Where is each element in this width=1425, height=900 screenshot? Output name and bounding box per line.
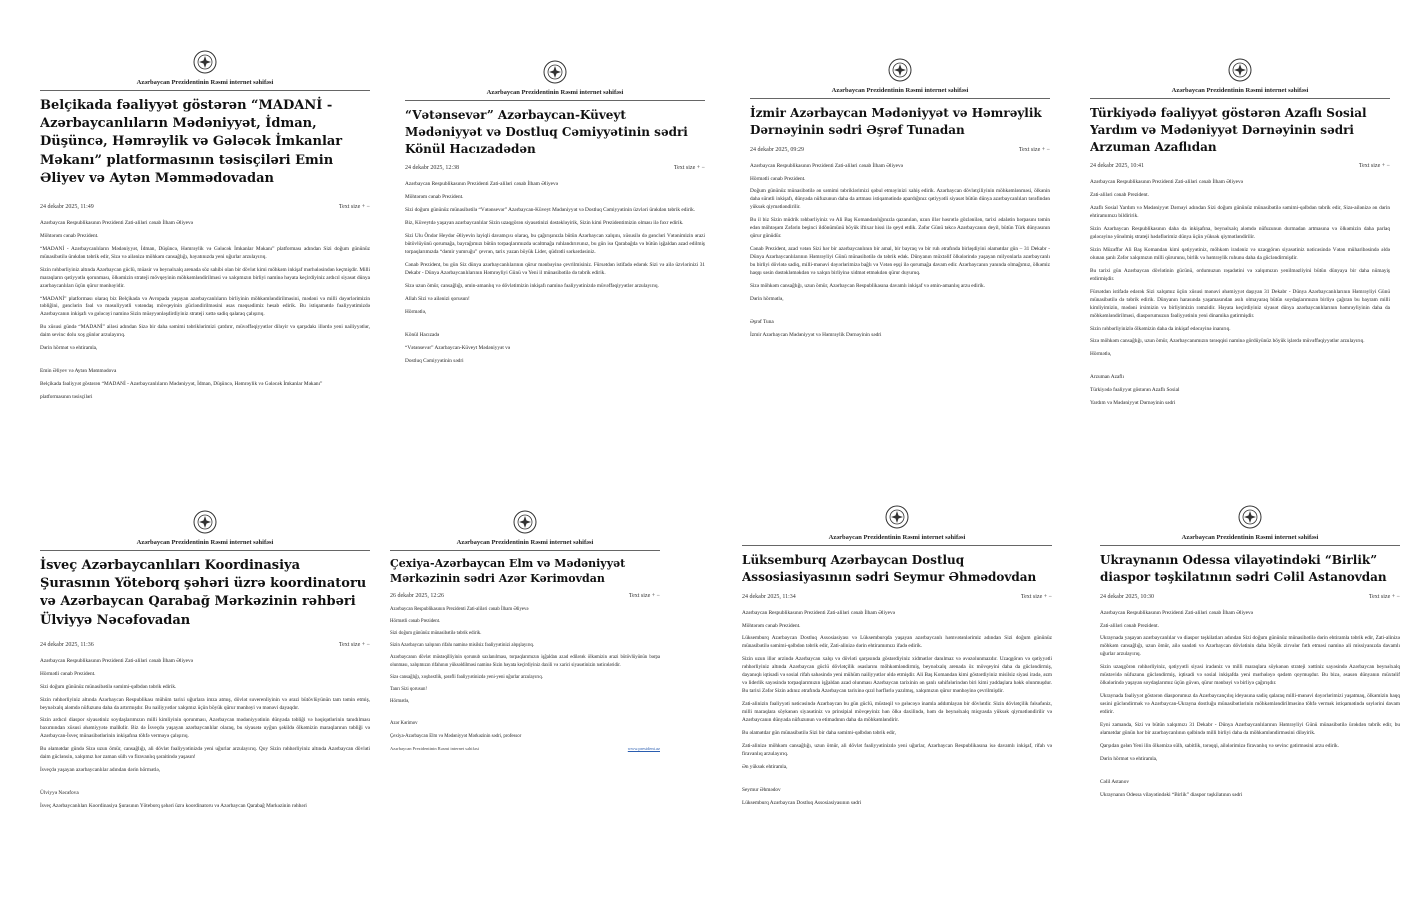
paragraph: Azərbaycan Respublikasının Prezidenti Zati-aliləri cənab İlham Əliyevə [1090,179,1243,186]
paragraph: Hörmətli cənab Prezident. [750,175,806,182]
letter-body [405,181,705,365]
spacer [742,777,1052,787]
header-divider [405,100,705,101]
letter-body [1100,610,1400,800]
meta-row [40,204,370,210]
paragraph: Bu xüsusi gündə “MADANİ” ailəsi adından Sizə bir daha səmimi təbriklərimizi çatdırır, müvəffəqiyyətlər diləyir və qarşıdakı illərdə yeni nailiyyətlər, daim sevinc dolu xoş günlər arzulayırıq. [40,324,370,339]
paragraph: Sizin rəhbərliyiniz altında Azərbaycan Respublikası mühüm tarixi uğurlara imza atmış, dövlət suverenliyinin və ərazi bütövlüyünün tam təmin etmiş, beynəlxalq aləmdə nüfuzunu daha da artırmışdır. Bu nailiyyətlər xalqımız üçün böyük qürur mənbəyi və mənəvi dayaqdır. [40,696,370,711]
signature-title: Türkiyədə fəaliyyət göstərən Azaflı Sosial [1090,387,1180,394]
paragraph: Möhtərəm cənab Prezident. [40,232,99,239]
state-emblem-icon [1228,58,1252,82]
date: 24 dekabr 2025, 12:38 [405,165,459,172]
paragraph: Dərin hörmət və ehtiramla, [40,345,98,352]
paragraph: Hörmətli cənab Prezident. [390,618,441,624]
site-header [405,60,705,96]
signature-name: Əşrəf Tuna [750,318,774,325]
paragraph: Sizə uzun ömür, cansağlığı, əmin-amanlıq və dövlətimizin inkişafı naminə fəaliyyətinizdə müvəffəqiyyətlər arzulayırıq. [405,282,659,289]
date: 24 dekabr 2025, 11:36 [40,641,94,648]
document-page [1100,505,1400,895]
letter-body [742,610,1052,808]
paragraph: Doğum gününüz münasibətilə ən səmimi təbriklərimizi qəbul etməyinizi xahiş edirik. Azərbaycan dövlətçiliyinin möhkəmlənməsi, ölkənin daha sürətli inkişafı, dünyada nüfuzunun daha da artması istiqamətində apardığınız qətiyyətli siyasət bütün dünya azərbaycanlıları tərəfindən yüksək qiymətləndirilir. [750,188,1050,211]
date: 24 dekabr 2025, 11:34 [742,593,796,600]
document-title: Türkiyədə fəaliyyət göstərən Azaflı Sosial Yardım və Mədəniyyət Dərnəyinin sədri Arzuman Azaflıdan [1090,106,1367,154]
document-page [40,510,370,895]
state-emblem-icon [888,58,912,82]
paragraph: Azərbaycan Respublikasının Prezidenti Zati-aliləri cənab İlham Əliyevə [40,219,193,226]
paragraph: Biz, Küveytdə yaşayan azərbaycanlılar Sizin uzaqgörən siyasətinizi dəstəkləyirik, Sizin kimi Prezidentimizin olması ilə fəxr edirik. [405,220,684,227]
paragraph: Azərbaycan Respublikasının Prezidenti Zati-aliləri cənab İlham Əliyevə [405,181,558,188]
signature-title: Ukraynanın Odessa vilayətindəki “Birlik” diaspor təşkilatının sədri [1100,791,1243,798]
state-emblem-icon [543,60,567,84]
site-name: Azərbaycan Prezidentinin Rəsmi internet səhifəsi [456,539,594,546]
paragraph: Ukraynada yaşayan azərbaycanlılar və diaspor təşkilatları adından Sizi doğum gününüz münasibətilə dərin ehtiramla təbrik edir, Zati-alinizə möhkəm cansağlığı, uzun ömür, ailə səadəti və Azərbaycan dövlətinin daha böyük zirvələr fəth etməsi naminə ali missiyanızda davamlı uğurlar arzulayırıq. [1100,635,1400,658]
paragraph: Sizə cansağlığı, xoşbəxtlik, şərəfli fəaliyyətinizdə yeni-yeni uğurlar arzulayırıq. [390,674,543,680]
meta-row [1100,594,1400,600]
spacer [40,780,370,790]
paragraph: Möhtərəm cənab Prezident. [405,194,464,201]
state-emblem-icon [193,510,217,534]
paragraph: Möhtərəm cənab Prezident. [742,622,801,629]
paragraph: Sizin ardıcıl diaspor siyasətiniz soydaşlarımızın milli kimliyinin qorunması, Azərbaycan mədəniyyətinin dünyada təbliği və həqiqətlərinin tanıdılması baxımından xüsusi əhəmiyyətə malikdir. Biz də İsveçdə yaşayan azərbaycanlılar olaraq, bu siyasətə uyğun şəkildə ölkəmizin maraqlarının təbliği və Azərbaycan-İsveç münasibətlərinin inkişafına töhfə verməyə çalışırıq. [40,717,370,740]
signature-title: Belçikada fəaliyyət göstərən “MADANİ - Azərbaycanlıların Mədəniyyət, İdman, Düşüncə, Həmrəylik və Gələcək İmkanlar Məkanı” [40,381,323,388]
paragraph: Zati-alinizə möhkəm cansağlığı, uzun ömür, ali dövlət fəaliyyətinizdə yeni uğurlar, Azərbaycan Respublikasına isə davamlı inkişaf, rifah və firavanlıq arzulayırıq. [742,742,1052,757]
state-emblem-icon [885,505,909,529]
signature-name: Könül Hacızadə [405,331,440,338]
state-emblem-icon [1238,505,1262,529]
paragraph: Sizi doğum gününüz münasibətilə səmimi-qəlbdən təbrik edirik. [40,683,177,690]
text-size-control[interactable]: Text size + − [1358,163,1390,170]
paragraph: Zati-aliləri cənab Prezident. [1100,622,1159,629]
signature-title: platformasının təsisçiləri [40,394,93,400]
date: 26 dekabr 2025, 12:26 [390,592,444,599]
paragraph: Ən yüksək ehtiramla, [742,763,788,770]
footer-website-link[interactable]: www.president.az [627,745,660,751]
header-divider [40,550,370,551]
paragraph: Sizin Müzəffər Ali Baş Komandan kimi qətiyyətiniz, möhkəm iradəniz və uzaqgörən siyasətiniz nəticəsində Vətən müharibəsində əldə olunan şanlı Zəfər xalqımızın milli qürurunu, birlik və həmrəylik ruhunu daha da gücləndirmişdir. [1090,247,1390,261]
spacer [390,710,660,720]
document-page [750,58,1050,478]
paragraph: Fürsətdən istifadə edərək Sizi xalqımız üçün xüsusi mənəvi əhəmiyyət daşıyan 31 Dekabr - Dünya Azərbaycanlılarının Həmrəyliyi Günü münasibətilə də təbrik edirik. Dünyanın harasında yaşamasından asılı olmayaraq bütün soydaşlarımızın birliyə çağıran bu bayram milli kimliyimizin, mədəni irsimizin və birliyimizin rəmzidir. Həyata keçirdiyiniz siyasət dünya azərbaycanlılarının həmrəyliyinin daha da möhkəmləndirilməsi, diasporumuzun fəaliyyətinin yeni dinamika gətirmişdir. [1090,288,1390,319]
site-name: Azərbaycan Prezidentinin Rəsmi internet səhifəsi [1181,534,1319,541]
header-divider [750,98,1050,99]
signature-title: Lüksemburq Azərbaycan Dostluq Assosiasiyasının sədri [742,799,862,806]
site-header [742,505,1052,541]
paragraph: İsveçdə yaşayan azərbaycanlılar adından dərin hörmətlə, [40,767,161,774]
paragraph: Bu il biz Sizin müdrik rəhbərliyiniz və Ali Baş Komandanlığınızla qazanılan, uzun illər həsrətlə gözlənilən, tarixi ədalətin bərpasını təmin edən möhtəşəm Zəfərin beşinci ildönümünü böyük iftixar hissi ilə qeyd etdik. Zəfər Günü təkcə Azərbaycanın deyil, bütün Türk dünyasının qürur günüdür. [750,217,1050,240]
footer-site-name: Azərbaycan Prezidentinin Rəsmi internet səhifəsi [390,745,479,751]
paragraph: Qarşıdan gələn Yeni ilin ölkəmizə sülh, sabitlik, tərəqqi, ailələrimizə firavanlıq və sevinc gətirməsini arzu edirik. [1100,742,1340,749]
site-name: Azərbaycan Prezidentinin Rəsmi internet səhifəsi [828,534,966,541]
document-page [390,510,660,815]
text-size-control[interactable]: Text size + − [673,165,705,172]
signature-name: Seymur Əhmədov [742,786,781,793]
paragraph: Dərin hörmət və ehtiramla, [1100,755,1158,762]
date: 24 dekabr 2025, 09:29 [750,146,804,153]
meta-row [742,594,1052,600]
paragraph: Lüksemburq Azərbaycan Dostluq Assosiasiyası və Lüksemburqda yaşayan azərbaycanlı həmvətənlərimiz adından Sizi doğum gününüz münasibətilə səmimi-qəlbdən təbrik edir, Zati-alinizə dərin ehtiramımızı ifadə edirik. [742,635,1052,650]
document-page [40,50,370,480]
meta-row [40,642,370,648]
spacer [1090,364,1390,374]
document-title: Lüksemburq Azərbaycan Dostluq Assosiasiyasının sədri Seymur Əhmədovdan [742,553,1037,584]
paragraph: Azərbaycan Respublikasının Prezidenti Zati-aliləri cənab İlham Əliyevə [1100,609,1253,616]
date: 24 dekabr 2025, 10:41 [1090,163,1144,170]
paragraph: Azərbaycan Respublikasının Prezidenti Zati-aliləri cənab İlham Əliyevə [750,162,903,169]
site-header [390,510,660,546]
document-title: “Vətənsevər” Azərbaycan-Küveyt Mədəniyyət və Dostluq Cəmiyyətinin sədri Könül Hacızadədən [405,108,688,156]
document-page [405,60,705,480]
letter-body [40,220,370,402]
header-divider [742,545,1052,546]
paragraph: Sizin uzaqgörən rəhbərliyiniz, qətiyyətli siyasi iradəniz və milli maraqlara söykənən strateji xəttiniz sayəsində Azərbaycan beynəlxalq müstəvidə nüfuzunu gücləndirmiş, iqtisadi və sosial inkişafda yeni mərhələyə qədəm qoymuşdur. Bu bizə, əsasən dünyanın müxtəlif ölkələrində yaşayan soydaşlarımız üçün güvən, qürur mənbəyi və birliyə çağırışdır. [1100,664,1400,687]
meta-row [750,147,1050,153]
signature-name: Cəlil Astanov [1100,778,1129,785]
site-header [40,50,370,86]
text-size-control[interactable]: Text size + − [1018,146,1050,153]
signature-title: Yardım və Mədəniyyət Dərnəyinin sədri [1090,400,1176,407]
paragraph: Azərbaycan Respublikasının Prezidenti Zati-aliləri cənab İlham Əliyevə [390,606,529,612]
text-size-control[interactable]: Text size + − [338,203,370,210]
paragraph: Ukraynada fəaliyyət göstərən diasporumuz da Azərbaycançılıq ideyasına sadiq qalaraq milli-mənəvi dəyərlərimizi yaşatmaq, ölkəmizin haqq səsini gücləndirmək və Azərbaycan-Ukrayna dostluğu münasibətlərinin möhkəmləndirilməsinə töhfə vermək istiqamətində səylərini davam etdirir. [1100,693,1400,715]
site-name: Azərbaycan Prezidentinin Rəsmi internet səhifəsi [831,87,969,94]
header-divider [390,550,660,551]
letter-body [390,606,660,740]
paragraph: Hörmətli cənab Prezident. [40,670,96,677]
header-divider [1090,98,1390,99]
paragraph: Sizin rəhbərliyinizlə ölkəmizin daha da inkişaf edəcəyinə inanırıq. [1090,325,1231,332]
paragraph: Bu əlamətdar gün münasibətilə Sizi bir daha səmimi-qəlbdən təbrik edir, [742,729,896,736]
paragraph: Hörmətlə, [405,308,427,315]
paragraph: Zati-alinizin fəaliyyəti nəticəsində Azərbaycan bu gün güclü, müstəqil və gələcəyə inamla addımlayan bir dövlətdir. Sizin dövlətçilik fəlsəfəniz, milli maraqlara söykənən siyasətiniz və prinsipial mövqeyiniz hən ölkə daxilində, həm də beynəlxalq miqyasda yüksək qiymətləndirilir və Azərbaycanın dünyada nüfuzunun və etimadının daha da möhkəmləndirir. [742,701,1052,723]
site-header [1100,505,1400,541]
paragraph: Azərbaycan Respublikasının Prezidenti Zati-aliləri cənab İlham Əliyevə [40,657,193,664]
document-title: Çexiya-Azərbaycan Elm və Mədəniyyət Mərkəzinin sədri Azər Kərimovdan [390,557,626,585]
site-name: Azərbaycan Prezidentinin Rəsmi internet səhifəsi [486,89,624,96]
paragraph: Hörmətlə, [1090,351,1112,358]
signature-name: Emin Əliyev və Aytən Məmmədova [40,368,117,375]
signature-title: İsveç Azərbaycanlıları Koordinasiya Şurasının Yöteborq şəhəri üzrə koordinatoru və Azərbaycan Qarabağ Mərkəzinin rəhbəri [40,803,307,809]
site-name: Azərbaycan Prezidentinin Rəsmi internet səhifəsi [136,79,274,86]
signature-title: İzmir Azərbaycan Mədəniyyət və Həmrəylik Dərnəyinin sədri [750,331,882,338]
paragraph: Sizə möhkəm cansağlığı, uzun ömür, Azərbaycan Respublikasına davamlı inkişaf və əmin-amanlıq arzu edirik. [750,282,985,289]
letter-body [40,658,370,811]
site-header [40,510,370,546]
paragraph: Bu əlamətdar gündə Sizə uzun ömür, cansağlığı, ali dövlət fəaliyyətinizdə yeni uğurlar arzulayırıq. Qoy Sizin rəhbərliyiniz altında Azərbaycan dövləti daim güclənsin, xalqımız hər zaman sülh və firavanlıq şəraitində yaşasın! [40,746,370,761]
meta-row [1090,163,1390,169]
document-page [742,505,1052,895]
paragraph: Sizi doğum gününüz münasibətilə təbrik edirik. [390,631,482,637]
spacer [750,309,1050,319]
text-size-control[interactable]: Text size + − [338,641,370,648]
letter-body [1090,179,1390,408]
meta-row [390,593,660,599]
paragraph: Eyni zamanda, Sizi və bütün xalqımızı 31 Dekabr - Dünya Azərbaycanlılarının Həmrəyliyi Günü münasibətilə ürəkdən təbrik edir, bu əlamətdar günün hər bir azərbaycanlının qəlbində milli birliyi daha da möhkəmləndirməsini diləyirik. [1100,721,1400,736]
document-title: İsveç Azərbaycanlıları Koordinasiya Şurasının Yöteborq şəhəri üzrə koordinatoru və Azərbaycan Qarabağ Mərkəzinin rəhbəri Ülviyyə Nəcəfovadan [40,558,367,628]
paragraph: “MADANİ - Azərbaycanlıların Mədəniyyət, İdman, Düşüncə, Həmrəylik və Gələcək İmkanlar Məkanı” platforması adından Sizi doğum gününüz münasibətilə ürəkdən təbrik edir, Sizə və ailənizə möhkəm cansağlığı, həyatınızda yeni uğurlar arzulayırıq. [40,245,370,260]
document-title: Belçikada fəaliyyət göstərən “MADANİ - Azərbaycanlıların Mədəniyyət, İdman, Düşüncə, Həmrəylik və Gələcək İmkanlar Məkanı” platformasının təsisçiləri Emin Əliyev və Aytən Məmmədovadan [40,98,343,186]
document-page [1090,58,1390,478]
text-size-control[interactable]: Text size + − [1368,593,1400,600]
page-footer [390,746,660,751]
paragraph: Sizin Azərbaycan Respublikasının daha da inkişafına, beynəlxalq aləmdə nüfuzunun durmadan artmasına və ölkəmizin daha parlaq gələcəyinə yönəlmiş strateji hədəflərimiz dünya üçün yüksək qiymətləndirilir. [1090,226,1390,241]
paragraph: Cənab Prezident, azad vətən Sizi hər bir azərbaycanlının bir amal, bir bayraq və bir ruh ətrafında birləşdiyini əlamətdar gün – 31 Dekabr - Dünya Azərbaycanlılarının Həmrəyliyi Günü münasibətilə də təbrik edək. Dünyanın müxtəlif ölkələrində yaşayan milyonlarla azərbaycanlı bu birliyi dövlətə sadiq, milli-mənəvi dəyərlərimizə bağlı və Vətən eşqi ilə qorumağa davam edir. Azərbaycanın yanında olmağımız, ölkəmiz haqqı səsin dəstəkləməkdən və xalqın birliyinə xidmət etməkdən qürur duyuruq. [750,246,1050,276]
paragraph: Sizin uzun illər ərzində Azərbaycan xalqı və dövləti qarşısında göstərdiyiniz xidmətlər danılmaz və əvəzolunmazdır. Uzaqgörən və qətiyyətli rəhbərliyiniz altında Azərbaycan güclü dövlətçilik əsaslarını möhkəmləndirmiş, beynəlxalq arenada öz mövqeyini daha da gücləndirmiş, dayanıqlı iqtisadi və sosial rifah sahəsində yeni mühüm nailiyyətlər əldə etmişdir. Ali Baş Komandan kimi göstərdiyiniz misilsiz siyasi iradə, əzm və liderlik sayəsində torpaqlarımızın işğaldan azad olunması Azərbaycan tarixinin ən şanlı səhifələrindən biri kimi yaddaşlara həkk olunmuşdur. Bu tarixi Zəfər Sizin adınız ətrafında Azərbaycan tarixinə qızıl hərflərlə yazılmış, xalqımızın qürur mənbəyinə çevrilmişdir. [742,656,1052,695]
paragraph: Hörmətlə, [390,699,410,705]
header-divider [1100,545,1400,546]
document-title: Ukraynanın Odessa vilayətindəki “Birlik” diaspor təşkilatının sədri Cəlil Astanovdan [1100,553,1387,584]
signature-name: Arzuman Azaflı [1090,374,1124,381]
signature-title: Dostluq Cəmiyyətinin sədri [405,357,464,364]
date: 24 dekabr 2025, 11:49 [40,203,94,210]
letter-body [750,163,1050,340]
signature-title: “Vətənsevər” Azərbaycan-Küveyt Mədəniyyət və [405,344,511,351]
paragraph: Azərbaycanın dövlət müstəqilliyinin qorunub saxlanılması, torpaqlarımızın işğaldan azad edilərək ölkəmizin ərazi bütövlüyünün bərpa olunması, xalqımızın rifahının yüksəldilməsi naminə Sizin həyata keçirdiyiniz daxili və xarici siyasətinizin nəticələridir. [390,655,660,668]
paragraph: Sizi doğum gününüz münasibətilə “Vətənsevər” Azərbaycan-Küveyt Mədəniyyət və Dostluq Cəmiyyətinin üzvləri ürəkdən təbrik edirik. [405,207,696,214]
paragraph: Tanrı Sizi qorusun! [390,687,427,692]
meta-row [405,165,705,171]
text-size-control[interactable]: Text size + − [1020,593,1052,600]
site-name: Azərbaycan Prezidentinin Rəsmi internet səhifəsi [1171,87,1309,94]
paragraph: Azaflı Sosial Yardım və Mədəniyyət Dərnəyi adından Sizi doğum gününüz münasibətilə səmimi-qəlbdən təbrik edir, Sizə-ailənizə ən dərin ehtiramımızı bildiririk. [1090,205,1390,220]
paragraph: Allah Sizi və ailənizi qorusun! [405,295,470,302]
signature-name: Ülviyyə Nəcəfova [40,790,79,797]
signature-name: Azər Kərimov [390,721,418,727]
paragraph: Sizin Azərbaycan xalqının rifahı naminə misilsiz fəaliyyətinizi alqışlayırıq. [390,643,535,649]
paragraph: Dərin hörmətlə, [750,295,784,302]
document-title: İzmir Azərbaycan Mədəniyyət və Həmrəylik Dərnəyinin sədri Əşrəf Tunadan [750,106,1042,137]
header-divider [40,90,370,91]
date: 24 dekabr 2025, 10:30 [1100,593,1154,600]
spacer [40,358,370,368]
site-name: Azərbaycan Prezidentinin Rəsmi internet səhifəsi [136,539,274,546]
site-header [1090,58,1390,94]
state-emblem-icon [513,510,537,534]
paragraph: Zati-aliləri cənab Prezident. [1090,192,1149,199]
signature-title: Çexiya-Azərbaycan Elm və Mədəniyyət Mərkəzinin sədri, professor [390,733,522,739]
paragraph: Bu tarixi gün Azərbaycan dövlətinin gücünü, ordumuzun rəşadətini və xalqımızın yenilməzliyini bütün dünyaya bir daha nümayiş etdirmişdir. [1090,267,1390,282]
spacer [405,322,705,332]
spacer [1100,769,1400,779]
paragraph: Cənab Prezident, bu gün Siz dünya azərbaycanlılarının qürur mənbəyinə çevrilmisiniz. Fürsətdən istifadə edərək Sizi və ailə üzvlərinizi 31 Dekabr - Dünya Azərbaycanlılarının Həmrəyliyi Günü və Yeni il münasibətilə də təbrik edirik. [405,261,705,276]
state-emblem-icon [193,50,217,74]
paragraph: Azərbaycan Respublikasının Prezidenti Zati-aliləri cənab İlham Əliyevə [742,609,895,616]
paragraph: Sizi Ulu Öndər Heydər Əliyevin layiqli davamçısı olaraq, bu çağırışınızla bütün Azərbaycan xalqını, xüsusilə də gəncləri Vətənimizin ərazi bütövlüyünü qorumağa, bayrağımızı bütün torpaqlarımızda ucaltmağa ruhlandırırsınız, bu gün isə Qarabağda və bütün işğaldan azad edilmiş torpaqlarımızda “dəmir yumruğu” çevrən, tarix yazan böyük Lider, qüdrətli sərkərdəsiniz. [405,233,705,256]
text-size-control[interactable]: Text size + − [628,592,660,599]
paragraph: “MADANİ” platforması olaraq biz Belçikada və Avropada yaşayan azərbaycanlıların birliyinin möhkəmləndirilməsini, mədəni və milli dəyərlərimizin təbliğini, gənclərin fəal və məsuliyyətli vətəndaş mövqeyinin gücləndirilməsini əsas məqsədimiz hesab edirik. Bu istiqamətdə fəaliyyətimizdə Azərbaycanın inkişafı və gələcəyi naminə Sizin müəyyənləşdirdiyiniz strateji xəttə sadiq qalaraq çalışırıq. [40,295,370,318]
paragraph: Sizin rəhbərliyiniz altında Azərbaycan güclü, müasir və beynəlxalq arenada söz sahibi olan bir dövlət kimi möhkəm inkişaf mərhələsindən keçmişdir. Milli maraqların qətiyyətlə qorunması, ölkəmizin strateji mövqeyinin möhkəmləndirilməsi və xalqımızın birliyi naminə həyata keçirdiyiniz ardıcıl siyasət dünya azərbaycanlıları üçün qürur mənbəyidir. [40,266,370,289]
paragraph: Sizə möhkəm cansağlığı, uzun ömür, Azərbaycanımızın tərəqqisi naminə gördüyünüz böyük işlərdə müvəffəqiyyətlər arzulayırıq. [1090,338,1365,345]
site-header [750,58,1050,94]
